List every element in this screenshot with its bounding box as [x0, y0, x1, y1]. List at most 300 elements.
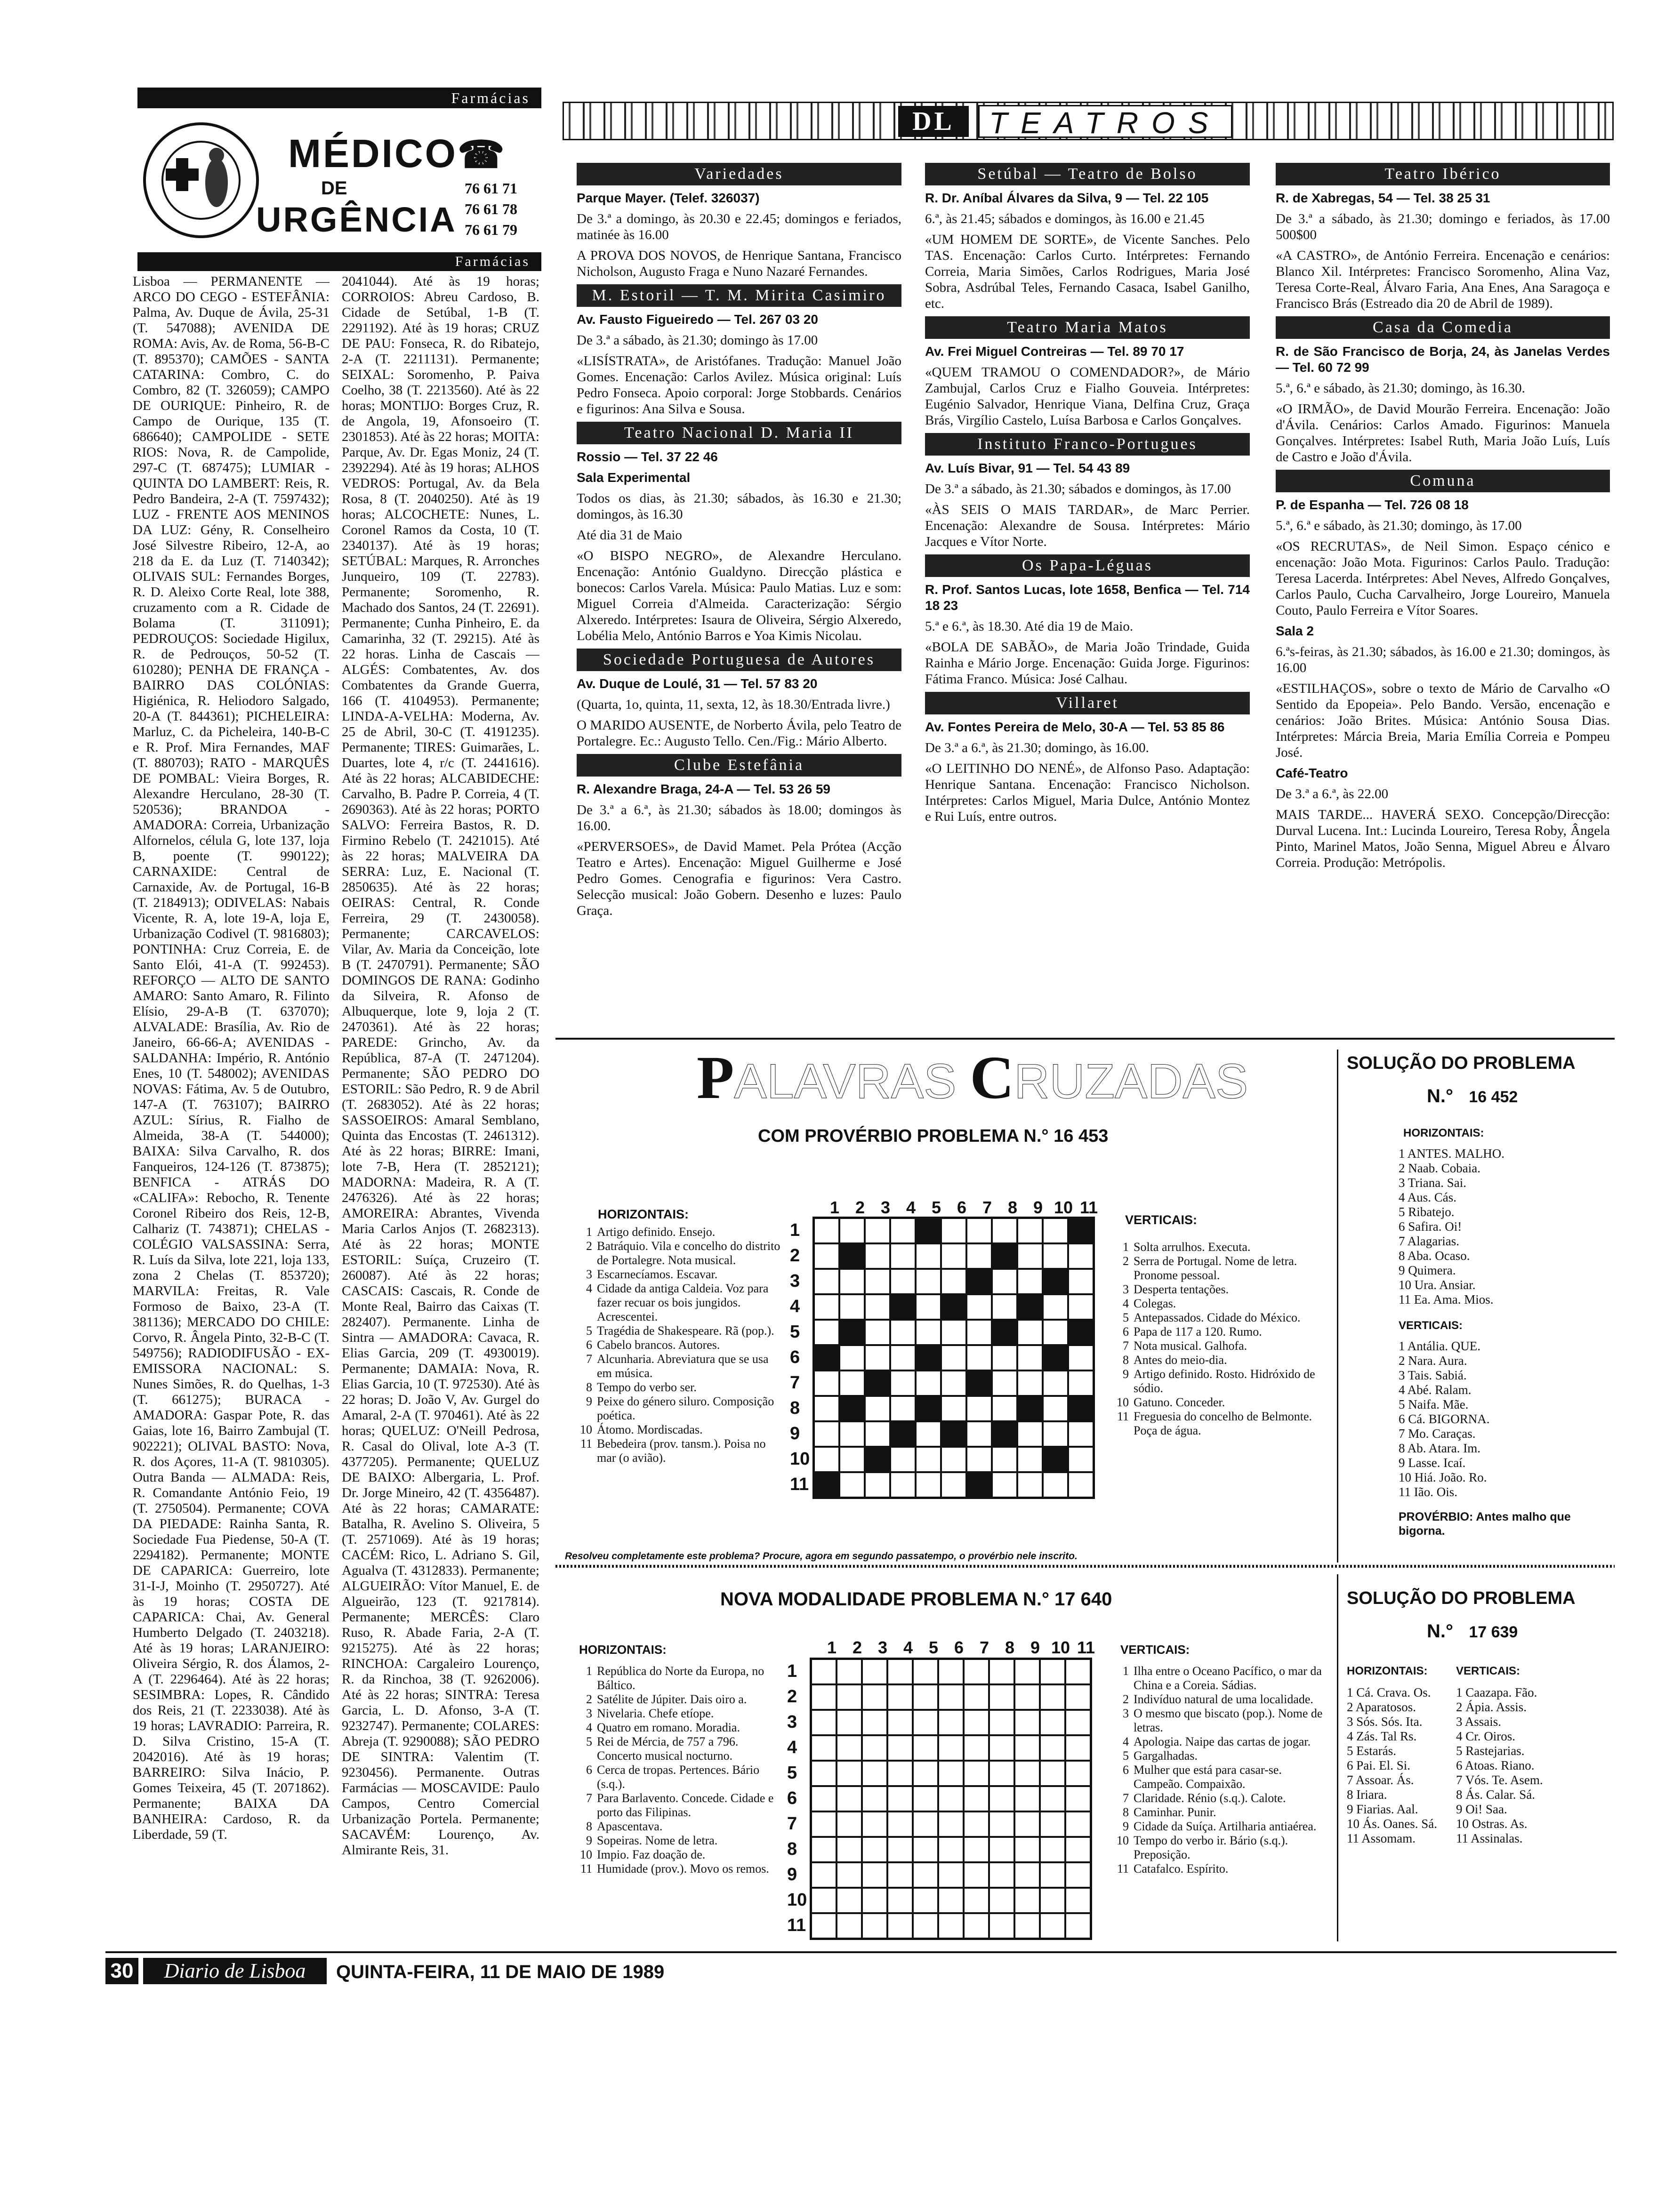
grid-cell[interactable]: [966, 1421, 992, 1447]
theatre-address: Av. Fausto Figueiredo — Tel. 267 03 20: [577, 312, 818, 327]
column-number: 5: [931, 1198, 941, 1217]
grid-cell[interactable]: [992, 1345, 1017, 1370]
row-number: 5: [787, 1763, 797, 1783]
solution-number: 2: [1347, 1700, 1356, 1714]
grid-cell[interactable]: [966, 1243, 992, 1269]
clue-number: 10: [1117, 1395, 1129, 1409]
grid-cell[interactable]: [966, 1370, 992, 1396]
grid-cell[interactable]: [1014, 1888, 1040, 1913]
solution-number: 3: [1347, 1715, 1357, 1729]
crossword-footer: Resolveu completamente este problema? Procure, agora em segundo passatempo, o provérbio nele inscrito.: [565, 1551, 1078, 1562]
grid-cell[interactable]: [938, 1684, 964, 1710]
grid-cell[interactable]: [913, 1811, 938, 1837]
solution-number: 1: [1456, 1685, 1466, 1699]
grid-cell[interactable]: [964, 1684, 989, 1710]
grid-cell[interactable]: [966, 1396, 992, 1421]
grid-cell[interactable]: [890, 1472, 916, 1498]
grid-cell[interactable]: [964, 1761, 989, 1786]
grid-cell[interactable]: [1040, 1710, 1065, 1735]
grid-cell[interactable]: [839, 1243, 865, 1269]
grid-cell[interactable]: [941, 1243, 966, 1269]
grid-cell[interactable]: [1043, 1294, 1068, 1320]
grid-cell[interactable]: [1017, 1447, 1043, 1472]
clue: [1116, 1791, 1327, 1805]
grid-cell[interactable]: [1014, 1735, 1040, 1761]
theatre-listing: «OS RECRUTAS», de Neil Simon. Espaço cénico e encenação: João Mota. Figurinos: Carlos Paulo. Tradução: Teresa Lacerda. Intérpretes: Abel Neves, Alfredo Gonçalves, Carlos Paulo, Cucha Carvalheiro, Jorge Loureiro, Manuela Couto, Paulo Ferreira e Vítor Soares.: [1276, 539, 1610, 618]
grid-cell[interactable]: [964, 1811, 989, 1837]
clue: [579, 1324, 786, 1338]
solution-text: Hiá. João. Ro.: [1414, 1470, 1487, 1484]
clue-text: Cabelo brancos. Autores.: [597, 1338, 720, 1352]
grid-cell[interactable]: [814, 1294, 839, 1320]
grid-cell[interactable]: [964, 1659, 989, 1684]
grid-cell[interactable]: [916, 1218, 941, 1243]
grid-cell[interactable]: [941, 1345, 966, 1370]
clue-text: Apologia. Naipe das cartas de jogar.: [1134, 1735, 1311, 1748]
grid-cell[interactable]: [837, 1913, 862, 1939]
grid-cell[interactable]: [865, 1370, 890, 1396]
grid-cell[interactable]: [992, 1320, 1017, 1345]
grid-cell[interactable]: [941, 1294, 966, 1320]
grid-cell[interactable]: [938, 1735, 964, 1761]
clue-number: 1: [1123, 1664, 1129, 1678]
grid-cell[interactable]: [989, 1710, 1014, 1735]
grid-cell[interactable]: [887, 1710, 913, 1735]
theatre-listing: «O LEITINHO DO NENÉ», de Alfonso Paso. Adaptação: Henrique Santana. Encenação: Francisco Nicholson. Intérpretes: Carlos Miguel, Maria Dulce, António Montez e Rui Luís, entre outros.: [925, 761, 1250, 824]
grid-cell[interactable]: [1043, 1345, 1068, 1370]
grid-cell[interactable]: [865, 1421, 890, 1447]
solution-number: 8: [1456, 1787, 1466, 1802]
grid-cell[interactable]: [1017, 1396, 1043, 1421]
grid-cell[interactable]: [865, 1396, 890, 1421]
grid-cell[interactable]: [1043, 1421, 1068, 1447]
grid-cell[interactable]: [964, 1735, 989, 1761]
grid-cell[interactable]: [865, 1345, 890, 1370]
solution-text: Ás. Oanes. Sá.: [1362, 1817, 1437, 1831]
grid-cell[interactable]: [1017, 1345, 1043, 1370]
grid-cell[interactable]: [938, 1913, 964, 1939]
grid-cell[interactable]: [811, 1837, 837, 1862]
solution-number: 7: [1347, 1773, 1356, 1787]
grid-cell[interactable]: [1065, 1837, 1091, 1862]
clue-number: 2: [1123, 1254, 1129, 1268]
clue-text: Desperta tentações.: [1134, 1282, 1229, 1296]
grid-cell[interactable]: [1017, 1243, 1043, 1269]
grid-cell[interactable]: [1043, 1472, 1068, 1498]
grid-cell[interactable]: [916, 1421, 941, 1447]
grid-cell[interactable]: [887, 1862, 913, 1888]
grid-cell[interactable]: [1043, 1218, 1068, 1243]
grid-cell[interactable]: [814, 1269, 839, 1294]
solution-line: [1399, 1249, 1610, 1263]
solution-text: Ás. Calar. Sá.: [1465, 1787, 1535, 1802]
clue: [1116, 1240, 1327, 1254]
solution-number: 4: [1399, 1190, 1408, 1204]
grid-cell[interactable]: [964, 1710, 989, 1735]
grid-cell[interactable]: [992, 1447, 1017, 1472]
grid-cell[interactable]: [862, 1710, 887, 1735]
grid-cell[interactable]: [839, 1294, 865, 1320]
grid-cell[interactable]: [916, 1345, 941, 1370]
grid-cell[interactable]: [992, 1294, 1017, 1320]
grid-cell[interactable]: [865, 1447, 890, 1472]
grid-cell[interactable]: [811, 1888, 837, 1913]
grid-cell[interactable]: [890, 1370, 916, 1396]
grid-cell[interactable]: [837, 1888, 862, 1913]
grid-cell[interactable]: [1065, 1684, 1091, 1710]
grid-cell[interactable]: [916, 1370, 941, 1396]
grid-cell[interactable]: [992, 1396, 1017, 1421]
grid-cell[interactable]: [1068, 1294, 1094, 1320]
solution-line: [1456, 1715, 1543, 1729]
grid-cell[interactable]: [865, 1294, 890, 1320]
solution-number: 6: [1399, 1412, 1408, 1426]
column-number: 5: [928, 1638, 939, 1657]
grid-cell[interactable]: [837, 1786, 862, 1811]
solution-line: [1399, 1190, 1610, 1205]
grid-cell[interactable]: [941, 1396, 966, 1421]
theatre-listing: De 3.ª a domingo, às 20.30 e 22.45; domingos e feriados, matinée às 16.00: [577, 211, 901, 242]
grid-cell[interactable]: [992, 1269, 1017, 1294]
grid-cell[interactable]: [1040, 1913, 1065, 1939]
grid-cell[interactable]: [913, 1710, 938, 1735]
grid-cell[interactable]: [1040, 1786, 1065, 1811]
grid-cell[interactable]: [814, 1320, 839, 1345]
grid-cell[interactable]: [811, 1710, 837, 1735]
grid-cell[interactable]: [1068, 1269, 1094, 1294]
grid-cell[interactable]: [814, 1243, 839, 1269]
grid-cell[interactable]: [1065, 1735, 1091, 1761]
row-number: 8: [787, 1839, 797, 1859]
solution-number: 3: [1399, 1368, 1408, 1382]
grid-cell[interactable]: [814, 1345, 839, 1370]
clue: [579, 1735, 786, 1763]
grid-cell[interactable]: [964, 1862, 989, 1888]
grid-cell[interactable]: [913, 1888, 938, 1913]
grid-cell[interactable]: [814, 1218, 839, 1243]
grid-cell[interactable]: [811, 1761, 837, 1786]
grid-cell[interactable]: [862, 1735, 887, 1761]
grid-cell[interactable]: [989, 1735, 1014, 1761]
grid-cell[interactable]: [913, 1684, 938, 1710]
grid-cell[interactable]: [938, 1761, 964, 1786]
solution-line: [1456, 1685, 1543, 1700]
grid-cell[interactable]: [862, 1888, 887, 1913]
grid-cell[interactable]: [992, 1243, 1017, 1269]
grid-cell[interactable]: [964, 1888, 989, 1913]
grid-cell[interactable]: [890, 1345, 916, 1370]
grid-cell[interactable]: [839, 1396, 865, 1421]
grid-cell[interactable]: [1040, 1837, 1065, 1862]
grid-cell[interactable]: [916, 1472, 941, 1498]
grid-cell[interactable]: [913, 1862, 938, 1888]
grid-cell[interactable]: [1068, 1320, 1094, 1345]
clue-number: 11: [580, 1862, 592, 1875]
grid-cell[interactable]: [1043, 1320, 1068, 1345]
grid-cell[interactable]: [992, 1472, 1017, 1498]
grid-cell[interactable]: [1040, 1761, 1065, 1786]
grid-cell[interactable]: [837, 1710, 862, 1735]
grid-cell[interactable]: [916, 1243, 941, 1269]
solution-text: Assais.: [1464, 1715, 1502, 1729]
grid-cell[interactable]: [938, 1659, 964, 1684]
solution-number: 1: [1399, 1339, 1408, 1353]
grid-cell[interactable]: [938, 1862, 964, 1888]
grid-cell[interactable]: [837, 1659, 862, 1684]
grid-cell[interactable]: [887, 1659, 913, 1684]
clue-number: 9: [1123, 1819, 1129, 1833]
grid-cell[interactable]: [890, 1294, 916, 1320]
grid-cell[interactable]: [862, 1913, 887, 1939]
grid-cell[interactable]: [989, 1659, 1014, 1684]
grid-cell[interactable]: [862, 1659, 887, 1684]
grid-cell[interactable]: [1065, 1761, 1091, 1786]
grid-cell[interactable]: [890, 1447, 916, 1472]
grid-cell[interactable]: [1014, 1786, 1040, 1811]
grid-cell[interactable]: [1040, 1659, 1065, 1684]
grid-cell[interactable]: [887, 1684, 913, 1710]
grid-cell[interactable]: [916, 1294, 941, 1320]
grid-cell[interactable]: [887, 1811, 913, 1837]
grid-cell[interactable]: [839, 1218, 865, 1243]
grid-cell[interactable]: [989, 1811, 1014, 1837]
grid-cell[interactable]: [989, 1888, 1014, 1913]
grid-cell[interactable]: [811, 1684, 837, 1710]
solution-number: 8: [1399, 1249, 1408, 1263]
grid-cell[interactable]: [1014, 1684, 1040, 1710]
grid-cell[interactable]: [1017, 1472, 1043, 1498]
grid-cell[interactable]: [1014, 1862, 1040, 1888]
grid-cell[interactable]: [941, 1447, 966, 1472]
crossword-grid[interactable]: [812, 1217, 1095, 1499]
teatros-col-1: [577, 160, 901, 1054]
grid-cell[interactable]: [865, 1243, 890, 1269]
grid-cell[interactable]: [862, 1761, 887, 1786]
column-number: 7: [982, 1198, 992, 1217]
grid-cell[interactable]: [938, 1888, 964, 1913]
grid-cell[interactable]: [966, 1294, 992, 1320]
grid-cell[interactable]: [916, 1447, 941, 1472]
clue: [579, 1267, 786, 1282]
grid-cell[interactable]: [964, 1837, 989, 1862]
grid-cell[interactable]: [839, 1320, 865, 1345]
grid-cell[interactable]: [1040, 1811, 1065, 1837]
grid-cell[interactable]: [941, 1269, 966, 1294]
grid-cell[interactable]: [989, 1761, 1014, 1786]
grid-cell[interactable]: [1068, 1396, 1094, 1421]
grid-cell[interactable]: [887, 1786, 913, 1811]
grid-cell[interactable]: [811, 1735, 837, 1761]
solution-number: 11: [1399, 1292, 1414, 1306]
grid-cell[interactable]: [1043, 1447, 1068, 1472]
grid-cell[interactable]: [992, 1421, 1017, 1447]
grid-cell[interactable]: [941, 1472, 966, 1498]
grid-cell[interactable]: [1043, 1396, 1068, 1421]
grid-cell[interactable]: [865, 1320, 890, 1345]
grid-cell[interactable]: [1017, 1421, 1043, 1447]
grid-cell[interactable]: [814, 1396, 839, 1421]
theatre-listing: «BOLA DE SABÃO», de Maria João Trindade, Guida Rainha e Mário Jorge. Encenação: Guida Jorge. Figurinos: Fátima Franco. Música: José Calhau.: [925, 640, 1250, 687]
grid-cell[interactable]: [811, 1862, 837, 1888]
grid-cell[interactable]: [887, 1735, 913, 1761]
grid-cell[interactable]: [839, 1421, 865, 1447]
grid-cell[interactable]: [865, 1472, 890, 1498]
grid-cell[interactable]: [964, 1913, 989, 1939]
grid-cell[interactable]: [916, 1396, 941, 1421]
grid-cell[interactable]: [1017, 1269, 1043, 1294]
grid-cell[interactable]: [1014, 1761, 1040, 1786]
grid-cell[interactable]: [913, 1837, 938, 1862]
grid-cell[interactable]: [1040, 1888, 1065, 1913]
solution-2-v: [1456, 1665, 1543, 1846]
grid-cell[interactable]: [890, 1396, 916, 1421]
grid-cell[interactable]: [913, 1659, 938, 1684]
grid-cell[interactable]: [1043, 1269, 1068, 1294]
grid-cell[interactable]: [1017, 1320, 1043, 1345]
grid-cell[interactable]: [966, 1447, 992, 1472]
grid-cell[interactable]: [890, 1269, 916, 1294]
grid-cell[interactable]: [916, 1269, 941, 1294]
grid-cell[interactable]: [1014, 1659, 1040, 1684]
solution-2: [1337, 1574, 1610, 1941]
grid-cell[interactable]: [839, 1370, 865, 1396]
theatre-listing: «O BISPO NEGRO», de Alexandre Herculano. Encenação: António Gualdyno. Direcção plástica e bonecos: Carlos Varela. Música: Paulo Matias. Luz e som: Miguel Correia d'Almeida. Caracterização: Sérgio Alxeredo. Intérpretes: Isaura de Oliveira, Sérgio Alxeredo, Lobélia Melo, António Barros e Yoa Kimis Nicolau.: [577, 548, 901, 643]
grid-cell[interactable]: [1014, 1913, 1040, 1939]
grid-cell[interactable]: [1068, 1345, 1094, 1370]
grid-cell[interactable]: [913, 1761, 938, 1786]
grid-cell[interactable]: [1065, 1913, 1091, 1939]
grid-cell[interactable]: [989, 1786, 1014, 1811]
grid-cell[interactable]: [938, 1811, 964, 1837]
grid-cell[interactable]: [938, 1837, 964, 1862]
grid-cell[interactable]: [941, 1421, 966, 1447]
crossword-grid-2[interactable]: [810, 1658, 1092, 1940]
grid-cell[interactable]: [839, 1269, 865, 1294]
grid-cell[interactable]: [839, 1472, 865, 1498]
grid-cell[interactable]: [966, 1472, 992, 1498]
grid-cell[interactable]: [887, 1913, 913, 1939]
grid-cell[interactable]: [1043, 1370, 1068, 1396]
grid-cell[interactable]: [1068, 1218, 1094, 1243]
grid-cell[interactable]: [814, 1370, 839, 1396]
grid-cell[interactable]: [966, 1269, 992, 1294]
grid-cell[interactable]: [862, 1811, 887, 1837]
grid-cell[interactable]: [938, 1786, 964, 1811]
grid-cell[interactable]: [890, 1218, 916, 1243]
grid-cell[interactable]: [1043, 1243, 1068, 1269]
grid-cell[interactable]: [814, 1447, 839, 1472]
grid-cell[interactable]: [941, 1320, 966, 1345]
grid-cell[interactable]: [1017, 1370, 1043, 1396]
grid-cell[interactable]: [865, 1269, 890, 1294]
grid-cell[interactable]: [1065, 1811, 1091, 1837]
grid-cell[interactable]: [811, 1913, 837, 1939]
grid-cell[interactable]: [989, 1837, 1014, 1862]
grid-cell[interactable]: [1068, 1447, 1094, 1472]
solution-text: Triana. Sai.: [1408, 1176, 1467, 1190]
grid-cell[interactable]: [1017, 1218, 1043, 1243]
grid-cell[interactable]: [814, 1421, 839, 1447]
solution-text: Oi! Saa.: [1465, 1802, 1507, 1816]
grid-cell[interactable]: [1068, 1243, 1094, 1269]
grid-cell[interactable]: [862, 1786, 887, 1811]
grid-cell[interactable]: [989, 1684, 1014, 1710]
grid-cell[interactable]: [1040, 1862, 1065, 1888]
grid-cell[interactable]: [992, 1370, 1017, 1396]
grid-cell[interactable]: [811, 1811, 837, 1837]
grid-cell[interactable]: [964, 1786, 989, 1811]
grid-cell[interactable]: [1068, 1421, 1094, 1447]
grid-cell[interactable]: [837, 1684, 862, 1710]
grid-cell[interactable]: [865, 1218, 890, 1243]
clue: [1116, 1763, 1327, 1791]
grid-cell[interactable]: [887, 1761, 913, 1786]
solution-number: 6: [1347, 1758, 1357, 1772]
grid-cell[interactable]: [913, 1913, 938, 1939]
grid-cell[interactable]: [1068, 1370, 1094, 1396]
grid-cell[interactable]: [837, 1862, 862, 1888]
grid-cell[interactable]: [837, 1761, 862, 1786]
grid-cell[interactable]: [1014, 1837, 1040, 1862]
grid-cell[interactable]: [1065, 1659, 1091, 1684]
solution-number: 11: [1399, 1485, 1414, 1499]
grid-cell[interactable]: [862, 1862, 887, 1888]
grid-cell[interactable]: [989, 1862, 1014, 1888]
grid-cell[interactable]: [966, 1345, 992, 1370]
grid-cell[interactable]: [941, 1218, 966, 1243]
grid-cell[interactable]: [839, 1345, 865, 1370]
grid-cell[interactable]: [887, 1837, 913, 1862]
grid-cell[interactable]: [1065, 1862, 1091, 1888]
grid-cell[interactable]: [811, 1786, 837, 1811]
grid-cell[interactable]: [916, 1320, 941, 1345]
grid-cell[interactable]: [862, 1684, 887, 1710]
grid-cell[interactable]: [811, 1659, 837, 1684]
grid-cell[interactable]: [1014, 1811, 1040, 1837]
grid-cell[interactable]: [837, 1811, 862, 1837]
grid-cell[interactable]: [992, 1218, 1017, 1243]
row-number: 11: [787, 1915, 806, 1935]
grid-cell[interactable]: [1040, 1735, 1065, 1761]
solution-number: 5: [1399, 1205, 1408, 1219]
grid-cell[interactable]: [1065, 1888, 1091, 1913]
grid-cell[interactable]: [1065, 1786, 1091, 1811]
grid-cell[interactable]: [890, 1243, 916, 1269]
grid-cell[interactable]: [890, 1421, 916, 1447]
grid-cell[interactable]: [913, 1735, 938, 1761]
grid-cell[interactable]: [989, 1913, 1014, 1939]
grid-cell[interactable]: [837, 1837, 862, 1862]
grid-cell[interactable]: [966, 1218, 992, 1243]
grid-cell[interactable]: [1065, 1710, 1091, 1735]
grid-cell[interactable]: [1017, 1294, 1043, 1320]
grid-cell[interactable]: [1068, 1472, 1094, 1498]
grid-cell[interactable]: [814, 1472, 839, 1498]
grid-cell[interactable]: [837, 1735, 862, 1761]
solution-text: Lasse. Icaí.: [1408, 1456, 1466, 1470]
grid-cell[interactable]: [839, 1447, 865, 1472]
grid-cell[interactable]: [890, 1320, 916, 1345]
grid-cell[interactable]: [941, 1370, 966, 1396]
grid-cell[interactable]: [966, 1320, 992, 1345]
grid-cell[interactable]: [862, 1837, 887, 1862]
grid-cell[interactable]: [913, 1786, 938, 1811]
grid-cell[interactable]: [1040, 1684, 1065, 1710]
grid-cell[interactable]: [1014, 1710, 1040, 1735]
clue: [1116, 1819, 1327, 1834]
grid-cell[interactable]: [938, 1710, 964, 1735]
grid-cell[interactable]: [887, 1888, 913, 1913]
